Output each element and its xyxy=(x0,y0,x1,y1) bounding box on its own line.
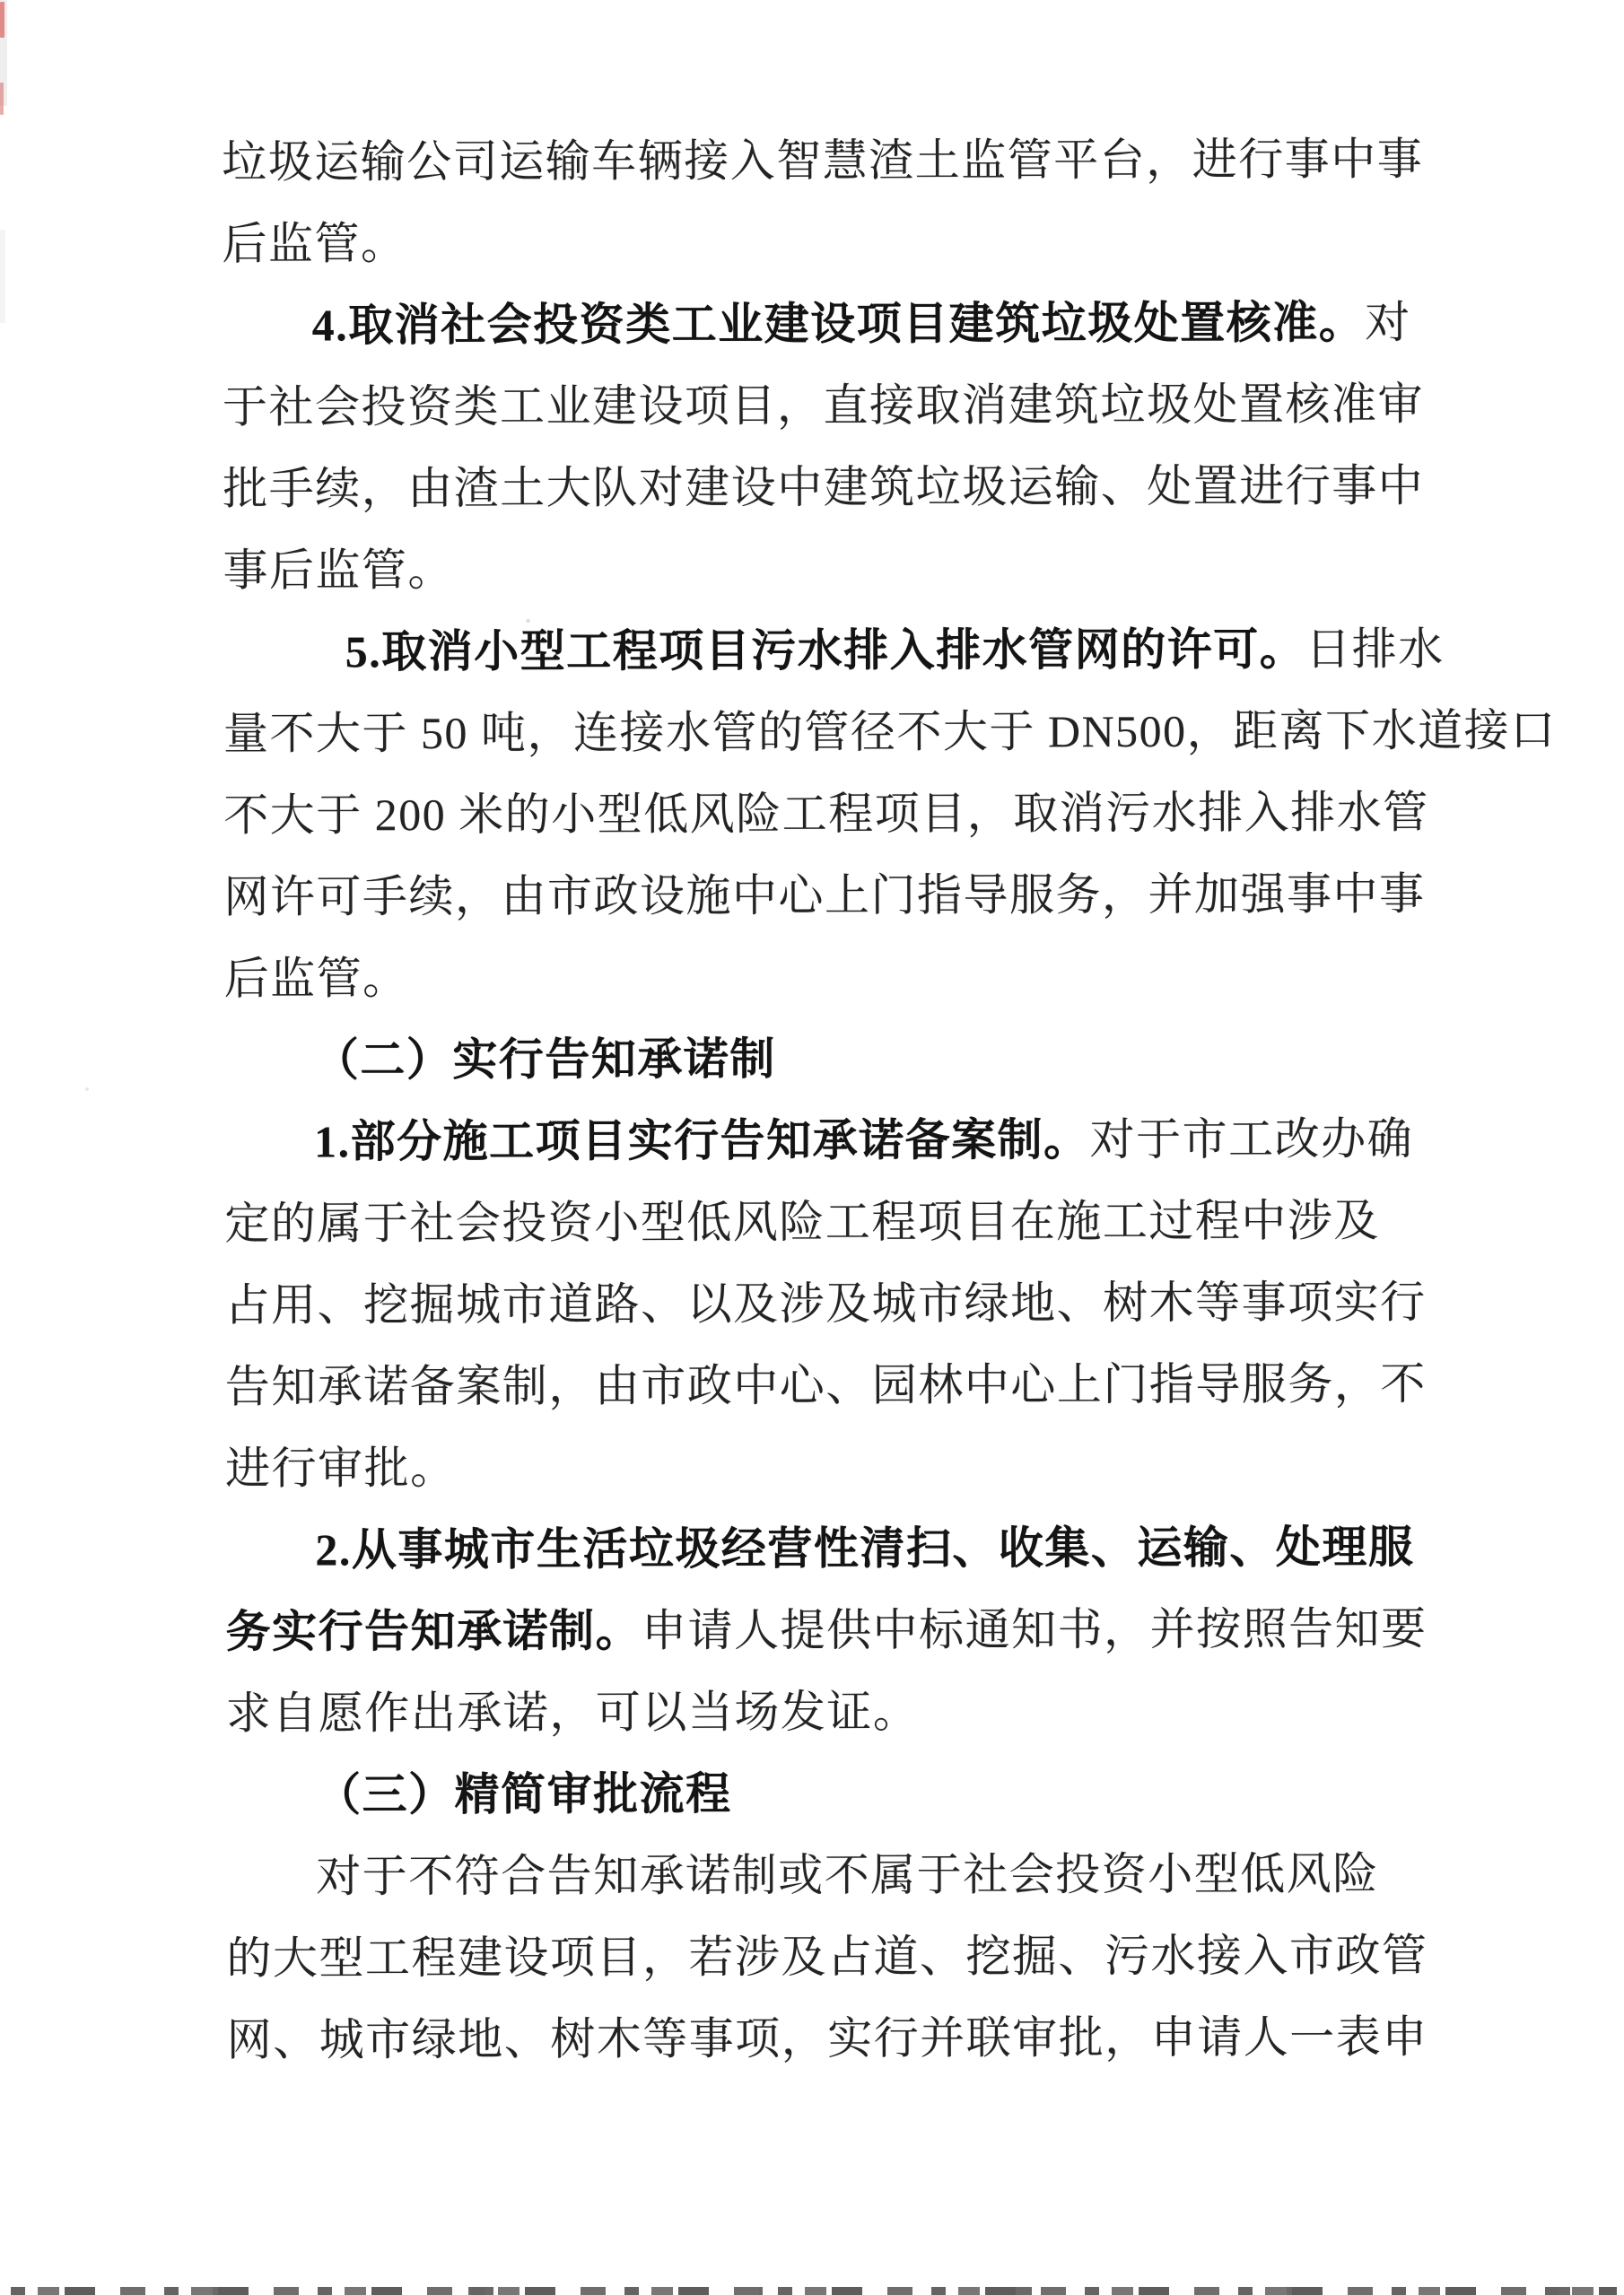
line-text: 定的属于社会投资小型低风险工程项目在施工过程中涉及 xyxy=(224,1195,1380,1249)
line-bold-text: 1.部分施工项目实行告知承诺备案制。 xyxy=(314,1114,1090,1167)
text-line xyxy=(226,1833,1419,1917)
text-line xyxy=(223,527,1416,611)
line-text: 事后监管。 xyxy=(223,545,455,596)
line-text: 日排水 xyxy=(1305,624,1445,675)
line-text: 的大型工程建设项目，若涉及占道、挖掘、污水接入市政管 xyxy=(226,1930,1428,1984)
line-text: 后监管。 xyxy=(223,953,409,1004)
text-line xyxy=(224,1261,1427,1346)
line-text: 网、城市绿地、树木等事项，实行并联审批，申请人一表申 xyxy=(226,2011,1428,2065)
text-line xyxy=(224,1343,1427,1427)
text-line xyxy=(223,772,1429,856)
text-line xyxy=(222,363,1425,448)
line-bold-text: 4.取消社会投资类工业建设项目建筑垃圾处置核准。 xyxy=(311,297,1366,351)
line-bold-text: 2.从事城市生活垃圾经营性清扫、收集、运输、处理服 xyxy=(315,1522,1415,1575)
text-line xyxy=(225,1425,1419,1509)
text-line xyxy=(226,1915,1428,1999)
line-text: 垃圾运输公司运输车辆接入智慧渣土监管平台，进行事中事 xyxy=(222,134,1424,188)
text-line xyxy=(223,445,1425,529)
section-heading-3 xyxy=(226,1751,1419,1836)
line-text: 不大于 200 米的小型低风险工程项目，取消污水排入排水管 xyxy=(223,787,1429,841)
text-line xyxy=(222,200,1415,284)
line-text: 于社会投资类工业建设项目，直接取消建筑垃圾处置核准审 xyxy=(222,379,1425,432)
text-line xyxy=(224,1180,1418,1264)
text-line xyxy=(223,690,1557,774)
line-text: 占用、挖掘城市道路、以及涉及城市绿地、树木等事项实行 xyxy=(224,1277,1427,1331)
section-heading-2 xyxy=(224,1017,1418,1101)
line-text: 网许可手续，由市政设施中心上门指导服务，并加强事中事 xyxy=(223,868,1426,922)
document-text xyxy=(222,118,1557,2081)
line-text: 申请人提供中标通知书，并按照告知要 xyxy=(641,1603,1428,1656)
scan-red-mark xyxy=(0,2,4,38)
line-text: 量不大于 50 吨，连接水管的管径不大于 DN500，距离下水道接口 xyxy=(223,704,1557,759)
line-bold-text: （三）精简审批流程 xyxy=(315,1768,732,1820)
line-text: 求自愿作出承诺，可以当场发证。 xyxy=(225,1686,920,1739)
line-bold-text: 务实行告知承诺制。 xyxy=(225,1605,642,1657)
text-line xyxy=(225,1506,1419,1591)
line-text: 后监管。 xyxy=(222,218,407,269)
line-text: 对于市工改办确 xyxy=(1089,1113,1414,1165)
text-line xyxy=(224,935,1418,1019)
line-text: 对 xyxy=(1365,297,1411,348)
line-bold-text: 5.取消小型工程项目污水排入排水管网的许可。 xyxy=(345,624,1306,677)
line-bold-text: （二）实行告知承诺制 xyxy=(313,1034,776,1086)
text-line xyxy=(224,1098,1418,1182)
line-text: 批手续，由渣土大队对建设中建筑垃圾运输、处置进行事中 xyxy=(223,460,1425,514)
text-line xyxy=(226,1996,1428,2081)
line-text: 对于不符合告知承诺制或不属于社会投资小型低风险 xyxy=(316,1848,1379,1902)
text-line xyxy=(226,1670,1419,1754)
scan-edge-artifact xyxy=(0,230,5,323)
scan-cutoff-text-noise xyxy=(11,2287,1617,2295)
scan-speck xyxy=(85,1087,89,1091)
text-line xyxy=(223,608,1445,693)
line-text: 告知承诺备案制，由市政中心、园林中心上门指导服务，不 xyxy=(224,1358,1427,1412)
scan-red-mark xyxy=(0,83,4,115)
text-line xyxy=(225,1588,1428,1672)
text-line xyxy=(222,118,1424,203)
text-line xyxy=(223,853,1426,938)
line-text: 进行审批。 xyxy=(224,1443,457,1494)
text-line xyxy=(223,282,1416,366)
